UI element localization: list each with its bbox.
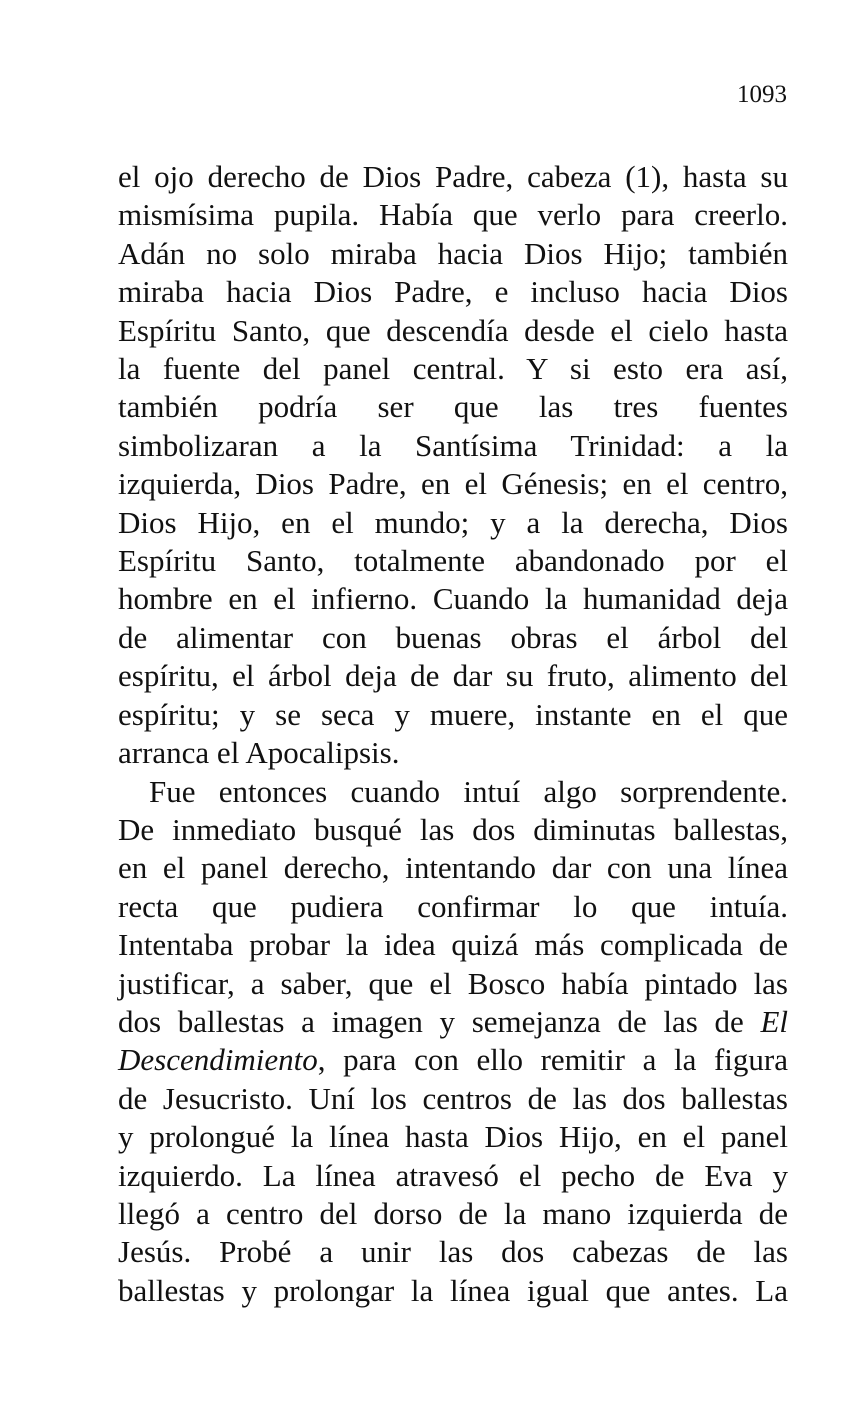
text-line: en el panel derecho, intentando dar con una línea [118,850,788,886]
text-line [118,1041,788,1079]
text-line: el ojo derecho de Dios Padre, cabeza (1), hasta su [118,159,788,194]
text-line: mismísima pupila. Había que verlo para creerlo. [118,197,788,233]
text-line: de alimentar con buenas obras el árbol del [118,619,788,655]
text-line: la fuente del panel central. Y si esto era así, [118,351,788,387]
text-line: arranca el Apocalipsis. [118,735,400,771]
text-segment: dos ballestas a imagen y semejanza de las de [118,1003,744,1039]
text-line: Adán no solo miraba hacia Dios Hijo; también [118,235,788,271]
italic-title-part: El [760,1003,789,1039]
body-text [118,158,788,1310]
text-line: recta que pudiera confirmar lo que intuía. [118,888,788,924]
text-line: y prolongué la línea hasta Dios Hijo, en el panel [118,1119,788,1155]
text-line: Espíritu Santo, totalmente abandonado por el [118,543,788,579]
text-line: hombre en el infierno. Cuando la humanidad deja [118,581,788,617]
paragraph-2 [118,773,788,1311]
text-segment: , para con ello remitir a la figura [317,1042,788,1078]
paragraph-1 [118,158,788,773]
text-line: espíritu; y se seca y muere, instante en el que [118,696,788,732]
text-line: simbolizaran a la Santísima Trinidad: a la [118,427,788,463]
page-number: 1093 [737,81,787,108]
text-line: llegó a centro del dorso de la mano izquierda de [118,1195,788,1231]
text-line: Intentaba probar la idea quizá más complicada de [118,927,788,963]
text-line: izquierda, Dios Padre, en el Génesis; en el centro, [118,466,788,502]
italic-title-part: Descendimiento [118,1042,318,1078]
text-line: Dios Hijo, en el mundo; y a la derecha, Dios [118,504,788,540]
text-line: miraba hacia Dios Padre, e incluso hacia Dios [118,274,788,310]
text-line: Fue entonces cuando intuí algo sorprendente. [149,773,788,809]
text-line: ballestas y prolongar la línea igual que antes. La [118,1272,788,1308]
text-line: justificar, a saber, que el Bosco había pintado las [118,965,788,1001]
text-line: Espíritu Santo, que descendía desde el cielo hasta [118,312,788,348]
text-line: izquierdo. La línea atravesó el pecho de Eva y [118,1157,788,1193]
text-line [118,1003,788,1041]
text-line: de Jesucristo. Uní los centros de las dos ballestas [118,1080,788,1116]
text-line: Jesús. Probé a unir las dos cabezas de las [118,1234,788,1270]
text-line: también podría ser que las tres fuentes [118,389,788,425]
text-line: De inmediato busqué las dos diminutas ballestas, [118,811,788,847]
text-line: espíritu, el árbol deja de dar su fruto, alimento del [118,658,788,694]
